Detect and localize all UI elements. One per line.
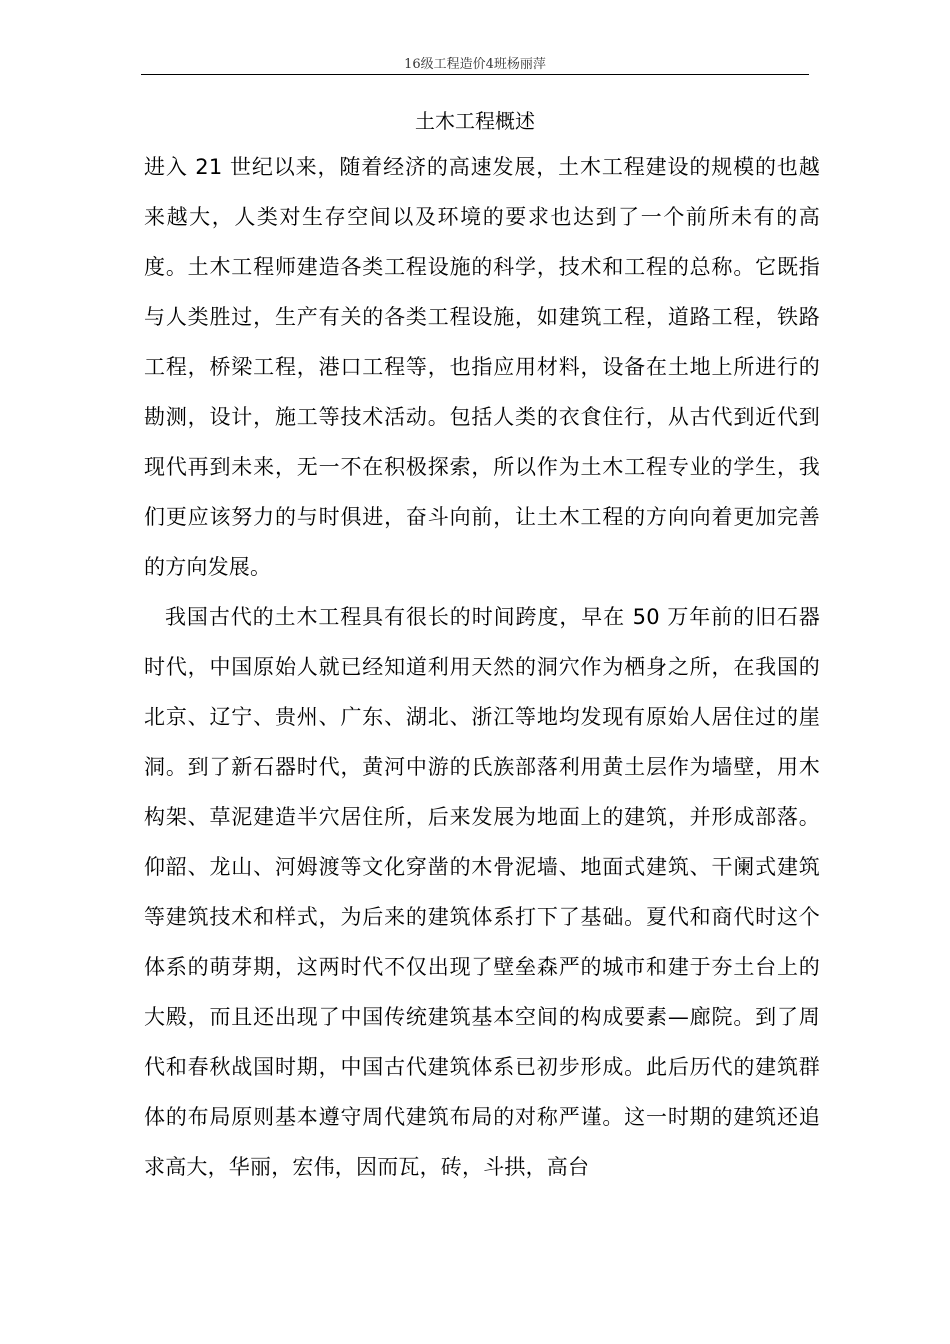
document-title: 土木工程概述 [415,109,535,133]
header-running-title: 16级工程造价4班杨丽萍 [404,57,546,72]
page-header [141,56,809,75]
body-paragraph-intro: 进入 21 世纪以来，随着经济的高速发展，土木工程建设的规模的也越来越大，人类对生存空间以及环境的要求也达到了一个前所未有的高度。土木工程师建造各类工程设施的科学，技术和工程的总称。它既指与人类胜过，生产有关的各类工程设施，如建筑工程，道路工程，铁路工程，桥梁工程，港口工程等，也指应用材料，设备在土地上所进行的勘测，设计，施工等技术活动。包括人类的衣食住行，从古代到近代到现代再到未来，无一不在积极探索，所以作为土木工程专业的学生，我们更应该努力的与时俱进，奋斗向前，让土木工程的方向向着更加完善的方向发展。 [144,155,820,579]
body-paragraph-ancient-history: 我国古代的土木工程具有很长的时间跨度，早在 50 万年前的旧石器时代，中国原始人就已经知道利用天然的洞穴作为栖身之所，在我国的北京、辽宁、贵州、广东、湖北、浙江等地均发现有原始人居住过的崖洞。到了新石器时代，黄河中游的氏族部落利用黄土层作为墙壁，用木构架、草泥建造半穴居住所，后来发展为地面上的建筑，并形成部落。仰韶、龙山、河姆渡等文化穿凿的木骨泥墙、地面式建筑、干阑式建筑等建筑技术和样式，为后来的建筑体系打下了基础。夏代和商代时这个体系的萌芽期，这两时代不仅出现了壁垒森严的城市和建于夯土台上的大殿，而且还出现了中国传统建筑基本空间的构成要素—廊院。到了周代和春秋战国时期，中国古代建筑体系已初步形成。此后历代的建筑群体的布局原则基本遵守周代建筑布局的对称严谨。这一时期的建筑还追求高大，华丽，宏伟，因而瓦，砖，斗拱，高台 [144,605,820,1179]
